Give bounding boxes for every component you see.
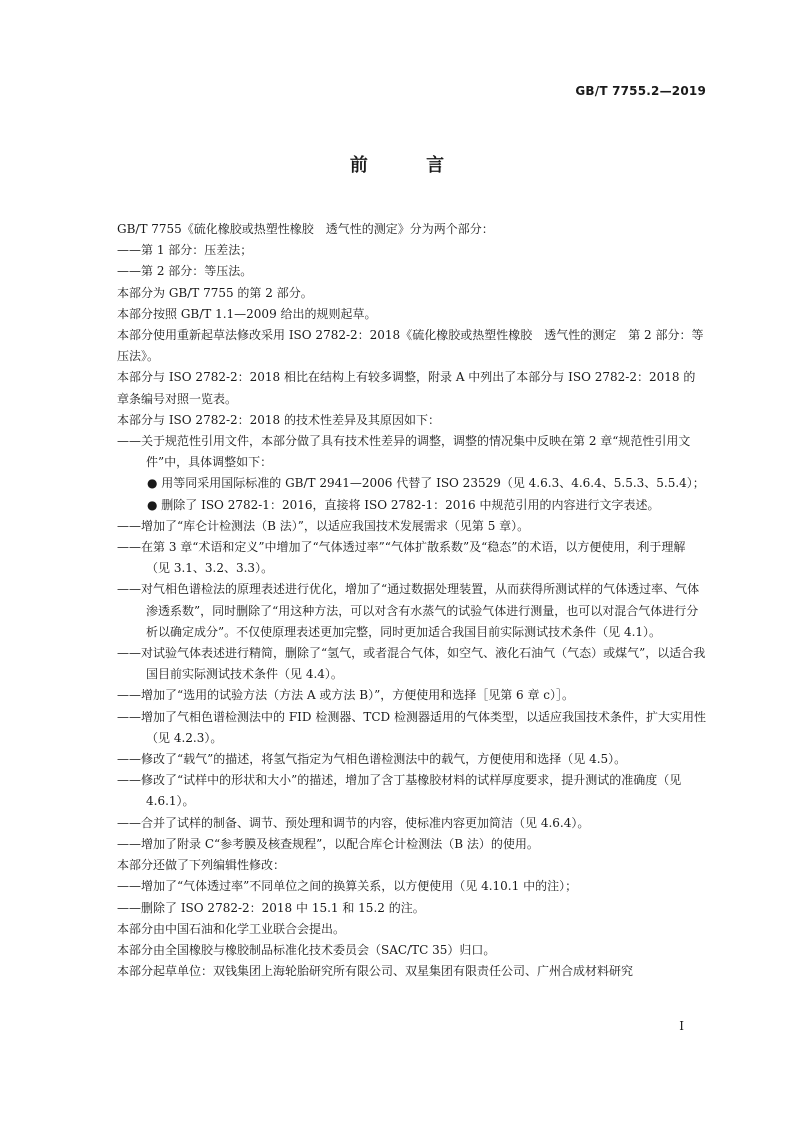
paragraph: 本部分按照 GB/T 1.1—2009 给出的规则起草。 — [117, 306, 377, 321]
list-item: ——对气相色谱检法的原理表述进行优化，增加了“通过数据处理装置，从而获得所测试样的气体透过率、气体渗透系数”，同时删除了“用这种方法，可以对含有水蒸气的试验气体进行测量，也可以对混合气体进行分析以确定成分”。不仅使原理表述更加完整，同时更加适合我国目前实际测试技术条件（见 4.1）。 — [117, 582, 700, 639]
paragraph-text: 本部分与 ISO 2782-2：2018 相比在结构上有较多调整，附录 A 中列出了本部分与 ISO 2782-2：2018 的章条编号对照一览表。 — [117, 370, 696, 406]
list-item: ——第 1 部分：压差法； — [117, 243, 253, 258]
bullet-item: ● 用等同采用国际标准的 GB/T 2941—2006 代替了 ISO 23529（见 4.6.3、4.6.4、5.5.3、5.5.4）； — [147, 476, 705, 491]
paragraph: 本部分由全国橡胶与橡胶制品标准化技术委员会（SAC/TC 35）归口。 — [117, 942, 496, 957]
list-item: ——关于规范性引用文件，本部分做了具有技术性差异的调整，调整的情况集中反映在第 2 章“规范性引用文件”中，具体调整如下： — [117, 434, 691, 470]
list-item: ——删除了 ISO 2782-2：2018 中 15.1 和 15.2 的注。 — [117, 900, 425, 915]
list-item: ——修改了“试样中的形状和大小”的描述，增加了含丁基橡胶材料的试样厚度要求，提升测试的准确度（见 4.6.1）。 — [117, 773, 682, 809]
list-item: ——增加了附录 C“参考膜及核查规程”，以配合库仑计检测法（B 法）的使用。 — [117, 836, 539, 851]
page-number: I — [679, 1019, 684, 1033]
paragraph: 本部分起草单位：双钱集团上海轮胎研究所有限公司、双星集团有限责任公司、广州合成材料研究 — [117, 964, 634, 979]
list-item: ——增加了“选用的试验方法（方法 A 或方法 B）”，方便使用和选择［见第 6 章 c）］。 — [117, 688, 574, 703]
page-title: 前 言 — [349, 155, 471, 176]
paragraph: 本部分还做了下列编辑性修改： — [117, 858, 286, 873]
list-item: ——增加了气相色谱检测法中的 FID 检测器、TCD 检测器适用的气体类型，以适应我国技术条件，扩大实用性（见 4.2.3）。 — [117, 709, 706, 745]
paragraph — [117, 325, 707, 367]
paragraph: 本部分与 ISO 2782-2：2018 的技术性差异及其原因如下： — [117, 412, 441, 427]
list-item: ——对试验气体表述进行精简，删除了“氢气，或者混合气体，如空气、液化石油气（气态）或煤气”，以适合我国目前实际测试技术条件（见 4.4）。 — [117, 646, 706, 682]
list-item: ——在第 3 章“术语和定义”中增加了“气体透过率”“气体扩散系数”及“稳态”的术语，以方便使用，利于理解（见 3.1、3.2、3.3）。 — [117, 540, 686, 576]
list-item: ——修改了“载气”的描述，将氢气指定为气相色谱检测法中的载气，方便使用和选择（见 4.5）。 — [117, 752, 627, 767]
paragraph-text: 本部分使用重新起草法修改采用 ISO 2782-2：2018《硫化橡胶或热塑性橡胶 透气性的测定 第 2 部分：等压法》。 — [117, 328, 704, 364]
list-item: ——增加了“库仑计检测法（B 法）”，以适应我国技术发展需求（见第 5 章）。 — [117, 518, 530, 533]
list-item: ——第 2 部分：等压法。 — [117, 264, 253, 279]
bullet-item: ● 删除了 ISO 2782-1：2016，直接将 ISO 2782-1：2016 中规范引用的内容进行文字表述。 — [147, 497, 660, 512]
standard-number: GB/T 7755.2—2019 — [575, 84, 706, 98]
list-item: ——合并了试样的制备、调节、预处理和调节的内容，使标准内容更加简洁（见 4.6.4）。 — [117, 815, 590, 830]
paragraph: GB/T 7755《硫化橡胶或热塑性橡胶 透气性的测定》分为两个部分： — [117, 222, 494, 236]
paragraph: 本部分由中国石油和化学工业联合会提出。 — [117, 921, 346, 936]
paragraph: 本部分为 GB/T 7755 的第 2 部分。 — [117, 285, 313, 300]
paragraph — [117, 367, 707, 409]
foreword-body — [117, 219, 707, 982]
list-item: ——增加了“气体透过率”不同单位之间的换算关系，以方便使用（见 4.10.1 中的注）； — [117, 879, 578, 894]
